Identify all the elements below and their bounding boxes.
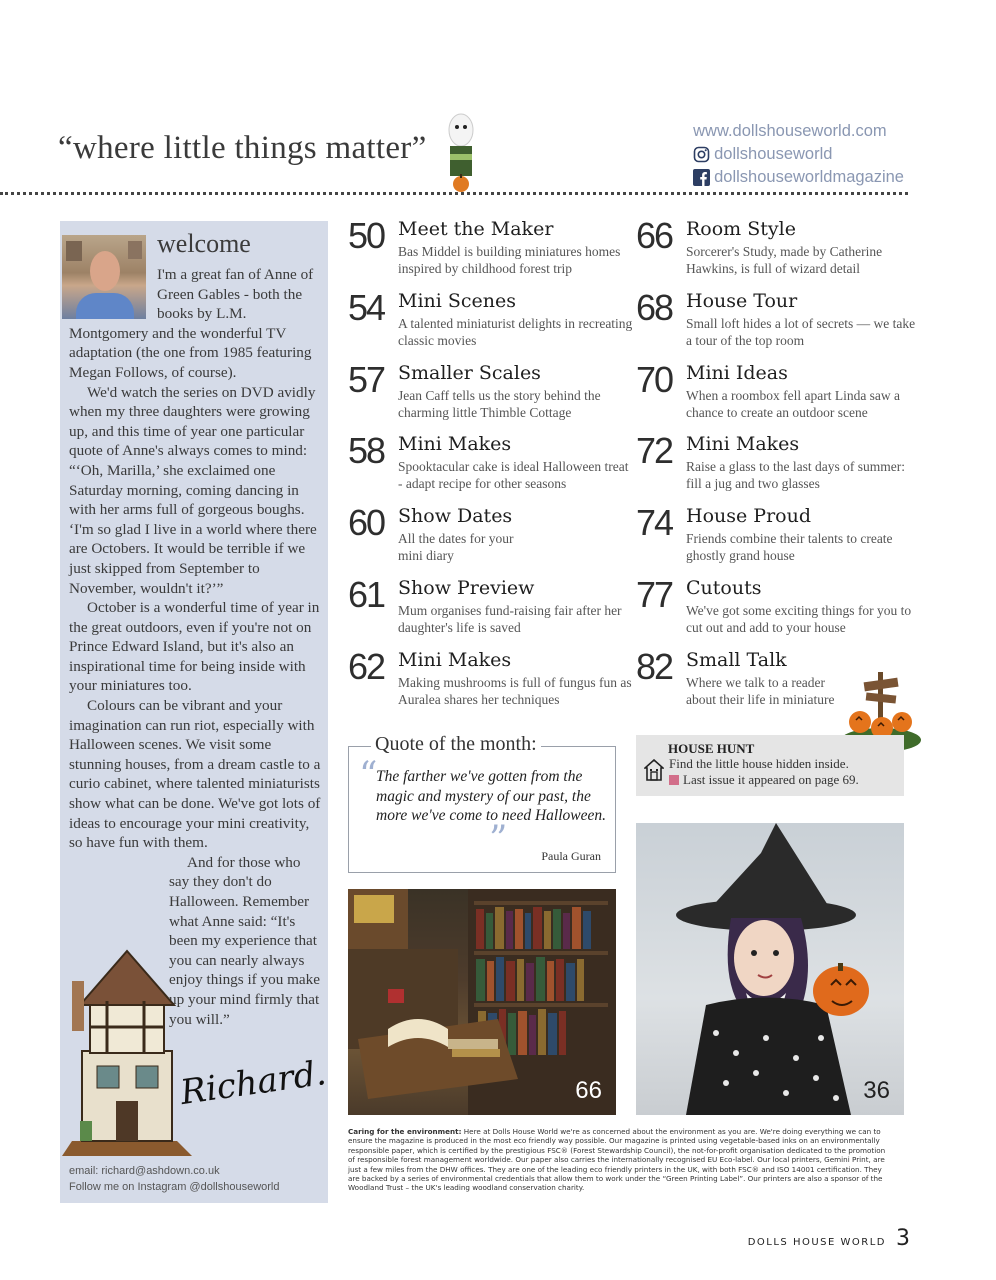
contact-block [693, 120, 904, 189]
entry-title: Mini Makes [686, 433, 800, 456]
facebook-icon [693, 169, 710, 186]
entry-title: Room Style [686, 218, 796, 240]
entry-description: Where we talk to a reader about their life in miniature [686, 674, 835, 707]
tagline: “where little things matter” [58, 130, 427, 166]
page-number: 50 [348, 215, 385, 256]
entry-description: Raise a glass to the last days of summer: fill a jug and two glasses [686, 459, 905, 492]
contents-entry[interactable] [348, 575, 638, 647]
quote-text: The farther we've gotten from the magic and mystery of our past, the more we've come to need Halloween. [376, 768, 606, 825]
contents-entry[interactable] [348, 360, 638, 432]
entry-description: Sorcerer's Study, made by Catherine Hawkins, is full of wizard detail [686, 244, 883, 276]
welcome-paragraph: October is a wonderful time of year in the great outdoors, even if you're not on Prince Edward Island, but it's also an inspirational time for being inside with your miniatures too. [69, 599, 320, 695]
page-number: 61 [348, 573, 385, 615]
entry-title: Meet the Maker [398, 218, 554, 240]
photo-page-number: 66 [575, 1077, 602, 1104]
house-icon [644, 759, 664, 781]
sorcerers-study-photo[interactable] [348, 889, 616, 1115]
entry-description: Small loft hides a lot of secrets — we take a tour of the top room [686, 315, 916, 348]
welcome-paragraph: I'm a great fan of Anne of Green Gables - both the books by L.M. Montgomery and the wonderful TV adaptation (the one from 1985 featuring Megan Follows, of course). [69, 266, 314, 381]
page-number: 66 [636, 215, 673, 256]
facebook-row[interactable] [693, 166, 904, 189]
entry-title: Mini Ideas [686, 361, 788, 384]
entry-description: A talented miniaturist delights in recreating classic movies [398, 315, 633, 348]
entry-description: Bas Middel is building miniatures homes inspired by childhood forest trip [398, 244, 621, 276]
house-hunt-box [636, 735, 904, 796]
page-number: 62 [348, 645, 385, 687]
welcome-title: welcome [157, 229, 251, 258]
open-quote-icon: “ [359, 755, 378, 796]
tudor-house-illustration [52, 941, 202, 1171]
page-number: 58 [348, 430, 385, 472]
witch-doll-photo[interactable] [636, 823, 904, 1115]
contents-entry[interactable] [348, 431, 638, 503]
welcome-paragraph: And for those who say they don't do Halloween. Remember what Anne said: “It's been my experience that you can nearly always enjoy things if you make up your mind firmly that you will.” [169, 853, 321, 1028]
welcome-paragraph: We'd watch the series on DVD avidly when my three daughters were growing up, and this time of year one particular quote of Anne's always comes to mind: “‘Oh, Marilla,’ she exclaimed one Saturday morning, coming dancing in with her arms full of gorgeous boughs. ‘I'm so glad I live in a world where there are Octobers. It would be terrible if we just skipped from September to November, wouldn't it?’” [69, 383, 317, 597]
entry-description: When a roombox fell apart Linda saw a chance to create an outdoor scene [686, 387, 901, 420]
contents-entry[interactable] [348, 647, 638, 719]
welcome-body [69, 265, 323, 1056]
entry-title: Mini Scenes [398, 289, 517, 312]
page-footer [748, 1226, 910, 1251]
page-number: 74 [636, 502, 673, 544]
contents-entry[interactable] [636, 360, 926, 432]
environment-note-label: Caring for the environment: [348, 1127, 462, 1136]
quote-of-the-month [348, 733, 616, 873]
contents-entry[interactable] [348, 288, 638, 360]
entry-title: Smaller Scales [398, 361, 541, 384]
house-hunt-instruction: Find the little house hidden inside. [669, 756, 849, 771]
entry-title: Show Dates [398, 505, 513, 528]
ghost-figurine-icon [444, 110, 478, 196]
editor-signature: Richard. [177, 1052, 329, 1114]
instagram-row[interactable] [693, 143, 904, 166]
page-number: 70 [636, 358, 673, 400]
contents-entry[interactable] [636, 216, 926, 288]
environment-note-text: Here at Dolls House World we're as concerned about the environment as you are. We're doing everything we can to ensure the magazine is produced in the most eco friendly way possible. Our magazine is printed using vegetable-based inks on an environmentally responsible paper, which is certified by the prestigious FSC® (Forest Stewardship Council), the not-for-profit organisation dedicated to the promotion of responsible forest management worldwide. Our paper also carries the internationally recognised EU Eco-label. Our local printers, Gemini Print, are just a few miles from the DHW offices. They are one of the leading eco friendly printers in the UK, with both FSC® and ISO 14001 certification. They are backed by a series of environmental credentials that allow them to work under the “Green Printing Label”. Our printers are also a sponsor of the Woodland Trust – the UK's leading woodland conservation charity. [348, 1127, 886, 1193]
contents-entry[interactable] [636, 503, 926, 575]
page-number: 60 [348, 502, 385, 544]
entry-description: Mum organises fund-raising fair after her daughter's life is saved [398, 602, 622, 635]
house-hunt-title: HOUSE HUNT [668, 741, 755, 756]
contents-column-left [348, 216, 638, 719]
page-number: 72 [636, 430, 673, 472]
entry-description: All the dates for your mini diary [398, 531, 514, 564]
entry-title: Mini Makes [398, 648, 512, 671]
entry-title: House Tour [686, 289, 798, 312]
contents-entry[interactable] [636, 431, 926, 503]
editor-contact [69, 1163, 279, 1195]
close-quote-icon: ” [489, 819, 508, 860]
instagram-icon [693, 146, 710, 163]
photo-page-number: 36 [863, 1077, 890, 1104]
facebook-handle: dollshouseworldmagazine [714, 168, 904, 186]
entry-title: Cutouts [686, 576, 762, 599]
quote-author: Paula Guran [541, 849, 601, 863]
contents-entry[interactable] [636, 575, 926, 647]
entry-description: Jean Caff tells us the story behind the charming little Thimble Cottage [398, 387, 601, 420]
welcome-paragraph: Colours can be vibrant and your imagination can run riot, especially with Halloween scenes. We visit some stunning houses, from a dream castle to a curio cabinet, where talented miniaturists show what can be done. We've got lots of ideas to encourage your mini creativity, so have fun with them. [69, 697, 321, 852]
contents-entry[interactable] [348, 216, 638, 288]
quote-title: Quote of the month: [371, 733, 541, 756]
contents-column-right [636, 216, 926, 719]
witch-doll-illustration [636, 823, 904, 1115]
page-number: 82 [636, 645, 673, 687]
entry-description: We've got some exciting things for you to cut out and add to your house [686, 602, 912, 635]
entry-title: House Proud [686, 505, 811, 528]
page-number: 68 [636, 286, 673, 328]
editor-instagram[interactable]: Follow me on Instagram @dollshouseworld [69, 1181, 280, 1193]
entry-title: Show Preview [398, 576, 535, 599]
environment-note [348, 1127, 888, 1193]
page-number-footer: 3 [896, 1226, 910, 1251]
magazine-name: DOLLS HOUSE WORLD [747, 1237, 886, 1248]
entry-description: Making mushrooms is full of fungus fun as Auralea shares her techniques [398, 674, 632, 707]
contents-entry[interactable] [636, 288, 926, 360]
welcome-panel [60, 221, 328, 1203]
instagram-handle: dollshouseworld [714, 145, 833, 163]
contents-entry[interactable] [348, 503, 638, 575]
entry-title: Small Talk [686, 648, 787, 671]
page-number: 57 [348, 358, 385, 400]
house-hunt-last-issue [669, 772, 859, 788]
page-number: 77 [636, 573, 673, 615]
entry-description: Spooktacular cake is ideal Halloween treat - adapt recipe for other seasons [398, 459, 629, 492]
page-number: 54 [348, 286, 385, 328]
entry-title: Mini Makes [398, 433, 512, 456]
entry-description: Friends combine their talents to create ghostly grand house [686, 531, 893, 564]
website-link[interactable]: www.dollshouseworld.com [693, 122, 887, 140]
house-hunt-last-issue-text: Last issue it appeared on page 69. [683, 772, 859, 787]
pink-square-icon [669, 775, 679, 785]
editor-email[interactable]: email: richard@ashdown.co.uk [69, 1165, 220, 1177]
dotted-divider [0, 192, 908, 195]
